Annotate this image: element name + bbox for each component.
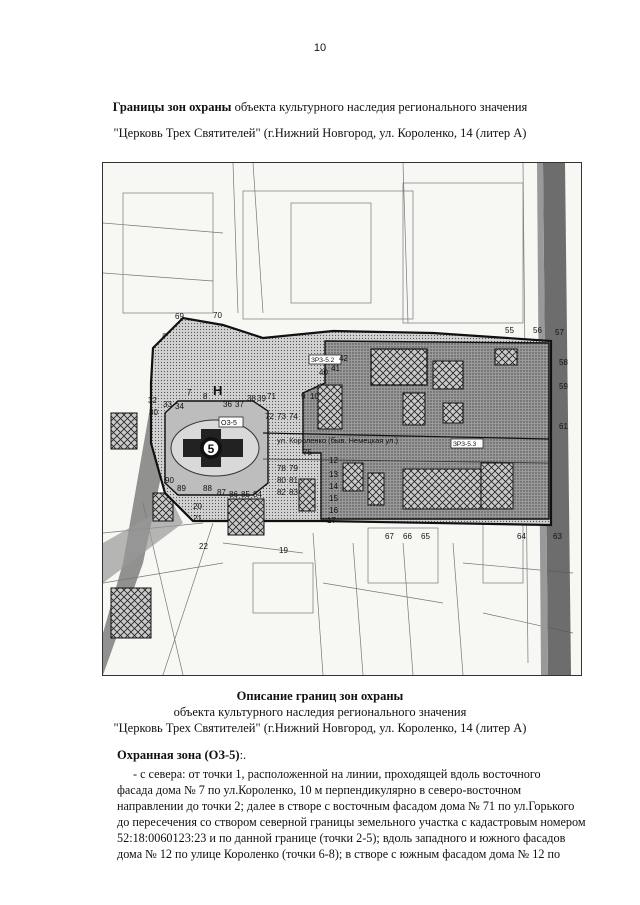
point-label: 70 (213, 311, 222, 320)
point-label: 37 (235, 400, 244, 409)
text-line: до пересечения со створом северной границы земельного участка с кадастровым номером (117, 815, 586, 830)
point-label: 61 (559, 422, 568, 431)
point-label: 22 (199, 542, 208, 551)
point-label: 56 (533, 326, 542, 335)
point-label: 15 (329, 494, 338, 503)
point-label: 41 (331, 364, 340, 373)
point-label: 7 (187, 388, 192, 397)
point-label: 30 (149, 408, 158, 417)
point-label: 33 (163, 400, 172, 409)
point-label: 58 (559, 358, 568, 367)
description-subtitle: объекта культурного наследия регионального значения (173, 705, 467, 719)
description-header (0, 688, 640, 736)
point-label: 42 (339, 354, 348, 363)
point-label: 20 (193, 502, 202, 511)
point-label: 63 (553, 532, 562, 541)
object-number: 5 (207, 442, 215, 456)
page-number: 10 (313, 42, 327, 54)
point-label: 59 (559, 382, 568, 391)
map-drawing (103, 163, 581, 675)
text-line: - с севера: от точки 1, расположенной на линии, проходящей вдоль восточного (133, 767, 541, 781)
point-label: 73 (277, 412, 286, 421)
zone-heading-tail: :. (239, 748, 247, 762)
protection-zone-map (102, 162, 582, 676)
description-object: "Церковь Трех Святителей" (г.Нижний Новгород, ул. Короленко, 14 (литер А) (113, 721, 527, 735)
description-title: Описание границ зон охраны (236, 689, 404, 703)
zone-label-zrz53: ЗРЗ-5.3 (453, 441, 477, 448)
point-label: 32 (148, 396, 157, 405)
point-label: 90 (165, 476, 174, 485)
point-label: 67 (385, 532, 394, 541)
point-label: 8 (203, 392, 208, 401)
point-label: 72 (265, 412, 274, 421)
point-label: 10 (310, 392, 319, 401)
point-label: 79 (289, 464, 298, 473)
point-label: 16 (329, 506, 338, 515)
map-title (0, 100, 640, 115)
zone-description-text (117, 766, 597, 863)
point-label: 40 (319, 368, 328, 377)
map-title-bold: Границы зон охраны (112, 100, 232, 114)
point-label: 21 (193, 514, 202, 523)
point-label: 82 (277, 488, 286, 497)
zone-heading (117, 748, 246, 763)
text-line: дома № 12 по улице Короленко (точки 6-8); в створе с южным фасадом дома № 12 по (117, 847, 561, 862)
point-label: 74 (289, 412, 298, 421)
point-label: 36 (223, 400, 232, 409)
zone-heading-title: Охранная зона (ОЗ-5) (117, 748, 240, 762)
point-label: 87 (217, 488, 226, 497)
street-label: ул. Короленко (быв. Немецкая ул.) (277, 436, 399, 445)
point-label: 69 (175, 312, 184, 321)
point-label: 86 (229, 490, 238, 499)
point-label: 65 (421, 532, 430, 541)
map-title-rest: объекта культурного наследия регионального значения (231, 100, 528, 114)
point-label: 17 (327, 516, 336, 525)
zone-label-oz5: ОЗ-5 (221, 420, 237, 427)
point-label: 83 (289, 488, 298, 497)
point-label: 14 (329, 482, 338, 491)
map-subtitle: "Церковь Трех Святителей" (г.Нижний Новгород, ул. Короленко, 14 (литер А) (113, 126, 527, 140)
zone-label-zrz52: ЗРЗ-5.2 (311, 357, 335, 364)
point-label: 89 (177, 484, 186, 493)
point-label: 39 (257, 394, 266, 403)
point-label: 75 (303, 448, 312, 457)
point-label: 9 (301, 392, 306, 401)
point-label: 13 (329, 470, 338, 479)
text-line: 52:18:0060123:23 и по данной границе (точки 2-5); вдоль западного и южного фасадов (117, 831, 566, 846)
text-line: направлении до точки 2; далее в створе с восточным фасадом дома № 71 по ул.Горького (117, 799, 575, 814)
point-label: 80 (277, 476, 286, 485)
point-label: 19 (279, 546, 288, 555)
point-label: 38 (247, 394, 256, 403)
point-label: 88 (203, 484, 212, 493)
point-label: 81 (289, 476, 298, 485)
point-label: 66 (403, 532, 412, 541)
point-label: 55 (505, 326, 514, 335)
point-label: 12 (329, 456, 338, 465)
point-label: 84 (253, 490, 262, 499)
point-label: 71 (267, 392, 276, 401)
point-label: 34 (175, 402, 184, 411)
point-label: 64 (517, 532, 526, 541)
point-label: 57 (555, 328, 564, 337)
point-label: 78 (277, 464, 286, 473)
map-letter: Н (213, 383, 223, 398)
text-line: фасада дома № 7 по ул.Короленко, 10 м перпендикулярно в северо-восточном (117, 783, 522, 798)
point-label: 85 (241, 490, 250, 499)
